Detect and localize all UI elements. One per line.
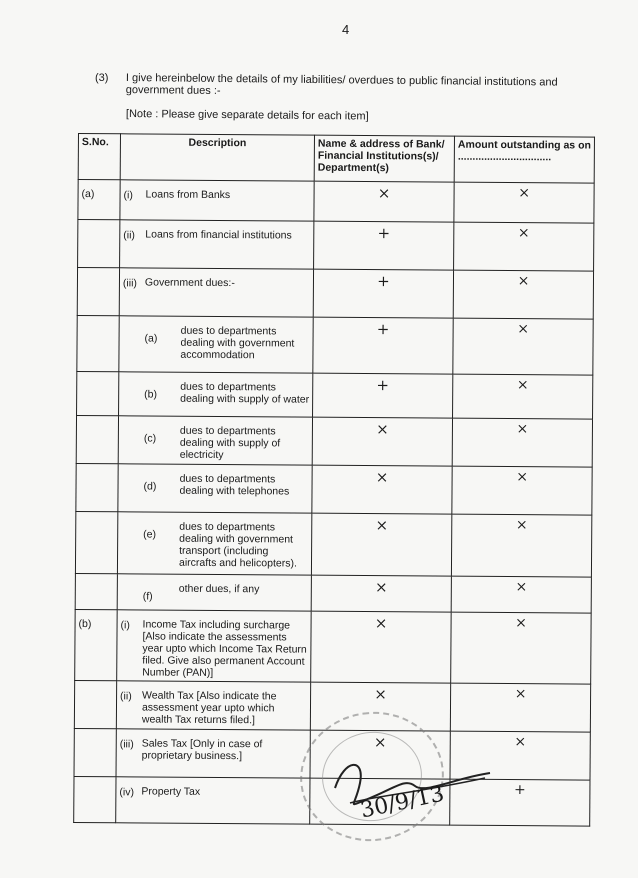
row-sno [74,680,116,728]
row-roman: (i) [123,189,133,202]
table-row [77,371,593,419]
row-amount-mark: × [451,576,591,613]
header-amount: Amount outstanding as on ................................ [454,136,594,183]
row-description [118,464,312,513]
header-description: Description [120,134,314,181]
table-row [78,220,594,272]
section-number: (3) [95,72,109,84]
table-row [75,511,591,577]
row-sno [75,511,117,573]
row-name-mark: × [311,513,451,576]
row-name-mark: × [312,417,452,466]
row-amount-mark: × [454,182,594,223]
row-amount-mark: × [450,731,590,780]
row-amount-mark: × [451,612,591,684]
row-text: dues to departments dealing with supply of electricity [179,424,281,462]
row-amount-mark: × [453,270,593,319]
row-amount-mark: × [451,514,591,577]
row-name-mark: × [311,575,451,612]
row-description [119,372,313,417]
row-letter: (a) [144,332,158,345]
row-name-mark: × [311,611,451,683]
row-text: dues to departments dealing with government transport (including aircrafts and helicopters). [178,520,297,570]
row-name-mark: + [313,373,453,418]
row-sno [76,463,118,511]
row-text: Wealth Tax [Also indicate the assessment year upto which wealth Tax returns filed.] [141,689,277,727]
row-name-mark: × [310,730,450,779]
row-roman: (ii) [123,229,136,242]
row-description [119,268,313,317]
row-name-mark: + [313,269,453,318]
table-row [76,463,592,515]
row-text: dues to departments dealing with government accommodation [180,324,295,362]
row-text: Property Tax [141,785,201,798]
table-row [78,180,594,224]
row-sno: (a) [78,180,120,220]
row-roman: (ii) [120,690,132,703]
table-row [77,268,593,320]
row-description [117,512,311,575]
row-text: Sales Tax [Only in case of proprietary business.] [141,737,263,763]
row-letter: (f) [142,590,153,603]
row-description [120,220,314,269]
row-sno [77,315,119,371]
row-amount-mark: × [452,466,592,515]
row-text: dues to departments dealing with supply of water [180,380,310,406]
row-text: Loans from Banks [145,188,231,202]
row-name-mark: + [314,221,454,270]
row-amount-mark: × [453,318,593,375]
row-roman: (iv) [119,786,135,799]
section-note: [Note : Please give separate details for each item] [125,108,369,123]
row-letter: (e) [143,528,157,541]
row-letter: (d) [143,480,157,493]
table-row [76,415,592,467]
row-description [116,681,310,730]
row-name-mark: × [312,465,452,514]
signature-date: 30/9/13 [358,781,447,824]
row-text: Government dues:- [144,276,235,290]
row-amount-mark: × [454,222,594,271]
row-sno [77,268,119,316]
row-amount-mark: × [453,374,593,419]
row-letter: (b) [144,388,158,401]
row-sno [77,371,119,415]
row-text: Income Tax including surcharge [Also indicate the assessments year upto which Income Tax Return filed. Give also permanent Account Number (PAN)] [142,618,307,679]
table-row [75,609,591,684]
row-sno: (b) [75,609,117,680]
header-name: Name & address of Bank/ Financial Institutions(s)/ Department(s) [314,135,454,182]
row-name-mark: + [313,317,453,374]
row-description [116,777,310,824]
row-sno [74,728,116,776]
row-description [117,610,311,682]
row-sno [75,573,117,609]
page-number: 4 [342,22,350,37]
section-intro: I give hereinbelow the details of my liabilities/ overdues to public financial institutions and government dues :- [125,72,558,97]
row-amount-mark: × [450,683,590,732]
row-roman: (iii) [119,738,134,751]
row-name-mark: × [314,181,454,222]
row-sno [78,220,120,268]
row-sno [76,415,118,463]
row-description [119,316,313,373]
row-roman: (i) [120,619,130,632]
table-row [75,573,591,613]
row-name-mark: × [310,682,450,731]
header-sno: S.No. [78,134,120,180]
row-description [116,729,310,778]
row-letter: (c) [143,432,157,445]
row-text: other dues, if any [178,582,260,596]
table-row [77,315,593,375]
row-description [120,180,314,221]
row-description [118,416,312,465]
row-text: dues to departments dealing with telephones [179,472,290,498]
row-amount-mark: + [450,779,590,826]
row-text: Loans from financial institutions [145,228,292,242]
row-sno [74,776,116,822]
row-description [117,574,311,611]
row-roman: (iii) [122,277,137,290]
row-amount-mark: × [452,418,592,467]
